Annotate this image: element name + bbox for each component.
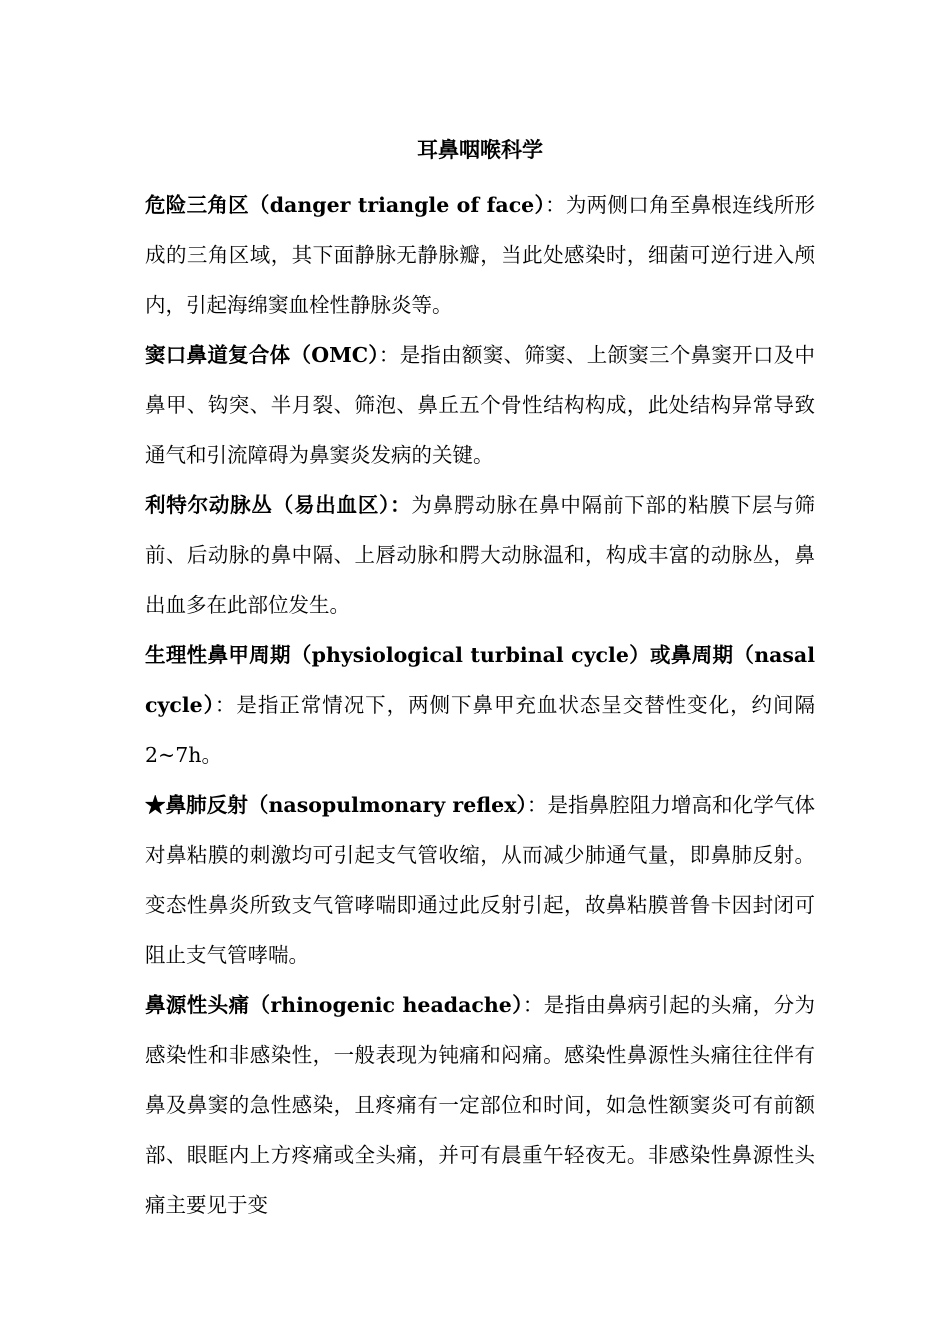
entry-term: 利特尔动脉丛（易出血区）： <box>145 493 412 517</box>
entry-definition: 为鼻腭动脉在鼻中隔前下部的粘膜下层与筛前、后动脉的鼻中隔、上唇动脉和腭大动脉温和，构成丰富的动脉丛，鼻出血多在此部位发生。 <box>145 493 816 617</box>
entry-definition: ：是指鼻腔阻力增高和化学气体对鼻粘膜的刺激均可引起支气管收缩，从而减少肺通气量，即鼻肺反射。变态性鼻炎所致支气管哮喘即通过此反射引起，故鼻粘膜普鲁卡因封闭可阻止支气管哮喘。 <box>145 793 816 967</box>
entry-definition: ：是指由额窦、筛窦、上颌窦三个鼻窦开口及中鼻甲、钩突、半月裂、筛泡、鼻丘五个骨性结构构成，此处结构异常导致通气和引流障碍为鼻窦炎发病的关键。 <box>145 343 816 467</box>
entry-little-area <box>145 480 815 630</box>
entry-nasal-cycle <box>145 630 815 780</box>
entry-rhinogenic-headache <box>145 980 815 1230</box>
entry-term: 生理性鼻甲周期（physiological turbinal cycle）或鼻周期（nasal cycle） <box>145 643 815 717</box>
entry-nasopulmonary-reflex <box>145 780 815 980</box>
entry-term: 鼻源性头痛（rhinogenic headache） <box>145 993 523 1017</box>
entry-danger-triangle <box>145 180 815 330</box>
entry-definition: ：是指由鼻病引起的头痛，分为感染性和非感染性，一般表现为钝痛和闷痛。感染性鼻源性头痛往往伴有鼻及鼻窦的急性感染，且疼痛有一定部位和时间，如急性额窦炎可有前额部、眼眶内上方疼痛或全头痛，并可有晨重午轻夜无。非感染性鼻源性头痛主要见于变 <box>145 993 816 1217</box>
entry-term: 危险三角区（danger triangle of face） <box>145 193 546 217</box>
document-body <box>145 130 815 1230</box>
entry-term: 窦口鼻道复合体（OMC） <box>145 343 379 367</box>
entry-term: ★鼻肺反射（nasopulmonary reflex） <box>145 793 527 817</box>
entry-definition: ：为两侧口角至鼻根连线所形成的三角区域，其下面静脉无静脉瓣，当此处感染时，细菌可逆行进入颅内，引起海绵窦血栓性静脉炎等。 <box>145 193 816 317</box>
entry-omc <box>145 330 815 480</box>
entry-definition: ：是指正常情况下，两侧下鼻甲充血状态呈交替性变化，约间隔 2~7h。 <box>145 693 815 767</box>
document-title: 耳鼻咽喉科学 <box>417 137 543 162</box>
